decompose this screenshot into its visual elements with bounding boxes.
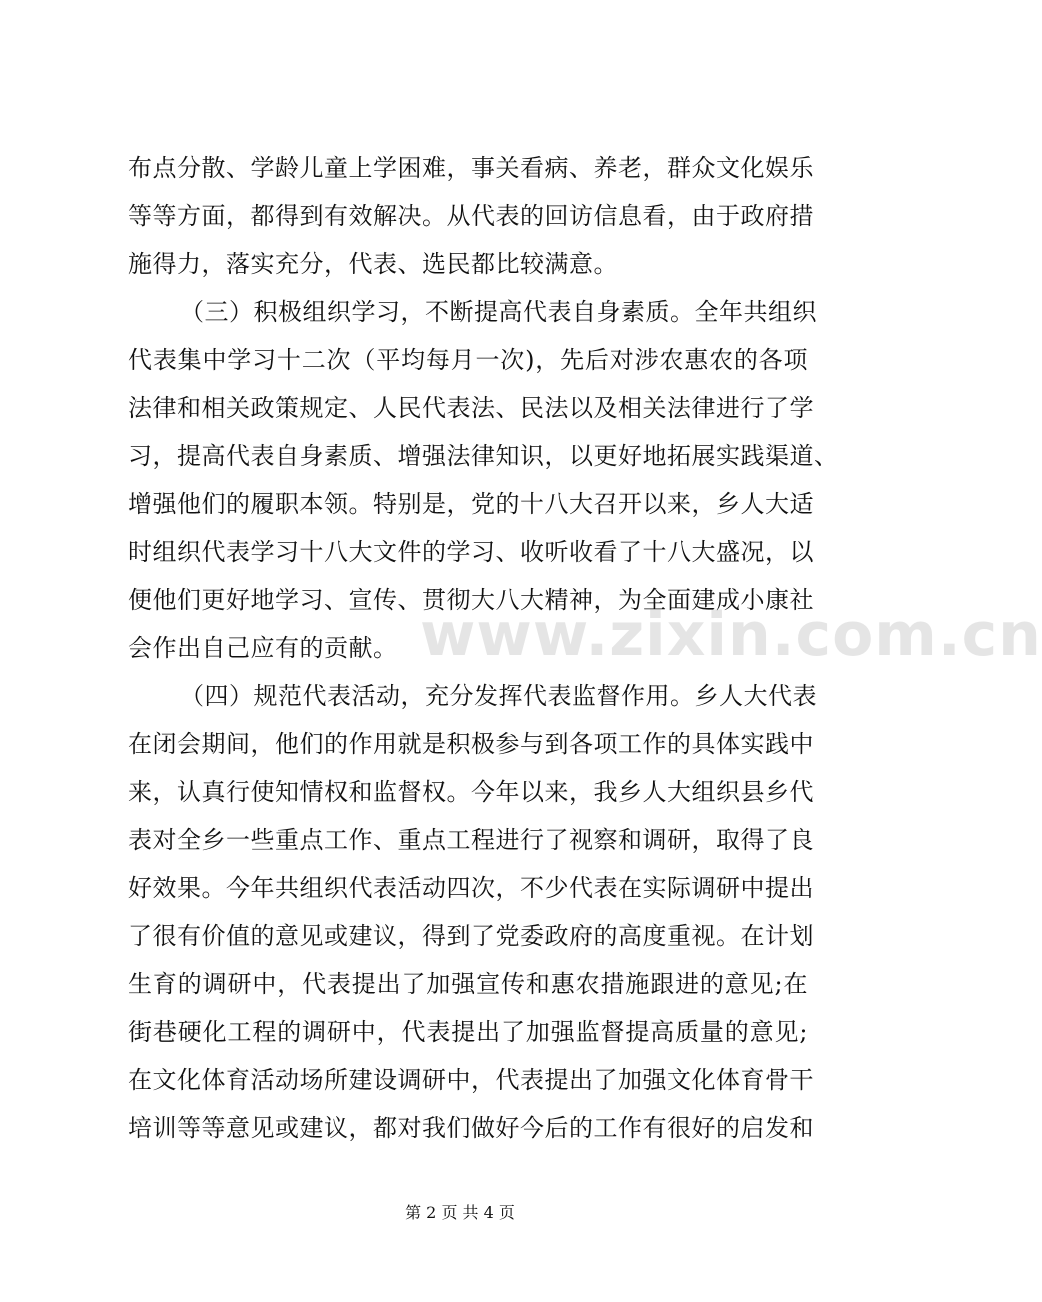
text-line: 在闭会期间，他们的作用就是积极参与到各项工作的具体实践中 <box>128 730 814 758</box>
text-line: 街巷硬化工程的调研中，代表提出了加强监督提高质量的意见; <box>128 1018 808 1046</box>
text-line: 便他们更好地学习、宣传、贯彻大八大精神，为全面建成小康社 <box>128 586 814 614</box>
text-line: 生育的调研中，代表提出了加强宣传和惠农措施跟进的意见;在 <box>128 970 808 998</box>
text-line: 培训等等意见或建议，都对我们做好今后的工作有很好的启发和 <box>128 1114 814 1142</box>
text-line: 了很有价值的意见或建议，得到了党委政府的高度重视。在计划 <box>128 922 814 950</box>
text-line: 习，提高代表自身素质、增强法律知识，以更好地拓展实践渠道、 <box>128 442 839 470</box>
paragraph <box>128 672 817 1152</box>
paragraph <box>128 144 814 288</box>
text-line: 会作出自己应有的贡献。 <box>128 634 398 662</box>
text-line: 代表集中学习十二次（平均每月一次)，先后对涉农惠农的各项 <box>128 346 808 374</box>
text-line: 表对全乡一些重点工作、重点工程进行了视察和调研，取得了良 <box>128 826 814 854</box>
text-line: 好效果。今年共组织代表活动四次，不少代表在实际调研中提出 <box>128 874 814 902</box>
text-line: （三）积极组织学习，不断提高代表自身素质。全年共组织 <box>180 298 817 326</box>
text-line: 布点分散、学龄儿童上学困难，事关看病、养老，群众文化娱乐 <box>128 154 814 182</box>
paragraph <box>128 288 839 672</box>
text-line: 时组织代表学习十八大文件的学习、收听收看了十八大盛况，以 <box>128 538 814 566</box>
text-line: 在文化体育活动场所建设调研中，代表提出了加强文化体育骨干 <box>128 1066 814 1094</box>
text-line: 来，认真行使知情权和监督权。今年以来，我乡人大组织县乡代 <box>128 778 814 806</box>
watermark: www.zixin.com.cn <box>420 600 1042 670</box>
text-line: 法律和相关政策规定、人民代表法、民法以及相关法律进行了学 <box>128 394 814 422</box>
text-line: 等等方面，都得到有效解决。从代表的回访信息看，由于政府措 <box>128 202 814 230</box>
text-line: 施得力，落实充分，代表、选民都比较满意。 <box>128 250 618 278</box>
document-body <box>128 144 839 1152</box>
text-line: （四）规范代表活动，充分发挥代表监督作用。乡人大代表 <box>180 682 817 710</box>
text-line: 增强他们的履职本领。特别是，党的十八大召开以来，乡人大适 <box>128 490 814 518</box>
page-footer: 第 2 页 共 4 页 <box>405 1203 515 1222</box>
